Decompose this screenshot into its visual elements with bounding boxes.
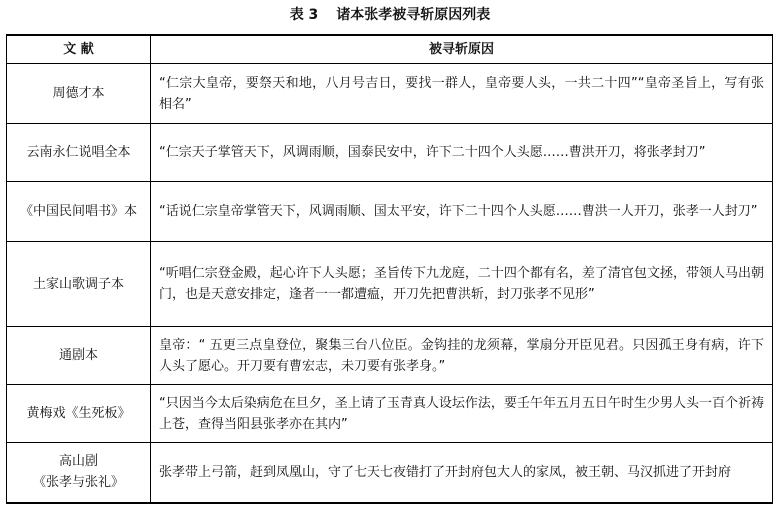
reason-cell: “听唱仁宗登金殿，起心许下人头愿；圣旨传下九龙庭，二十四个都有名，差了清官包文拯，带领人马出朝门，也是天意安排定，逢者一一都遭瘟，开刀先把曹洪斩，封刀张孝不见形” — [151, 242, 773, 327]
table-row — [7, 327, 773, 385]
source-name: 土家山歌调子本 — [32, 276, 124, 292]
table-caption — [0, 6, 780, 24]
table-row — [7, 443, 773, 503]
source-cell — [7, 443, 151, 503]
source-cell — [7, 327, 151, 385]
source-name: 云南永仁说唱全本 — [26, 145, 131, 160]
source-name: 通剧本 — [58, 348, 98, 363]
source-cell — [7, 182, 151, 242]
header-reason: 被寻斩原因 — [151, 35, 773, 64]
table-header-row — [7, 35, 773, 64]
reason-cell: 皇帝：“ 五更三点皇登位，聚集三台八位臣。金钩挂的龙须幕，掌扇分开臣见君。只因孤王身有病，许下人头了愿心。开刀要有曹宏志，未刀要有张孝身。” — [151, 327, 773, 385]
table-row — [7, 124, 773, 182]
source-name: 黄梅戏《生死板》 — [26, 406, 131, 421]
table-row — [7, 64, 773, 124]
reason-cell: “仁宗大皇帝，要祭天和地，八月号吉日，要找一群人，皇帝要人头，一共二十四”“皇帝圣旨上，写有张相名” — [151, 64, 773, 124]
source-name: 周德才本 — [52, 86, 105, 101]
reason-cell: “只因当今太后染病危在旦夕，圣上请了玉青真人设坛作法，要壬午年五月五日午时生少男人头一百个祈祷上苍，查得当阳县张孝亦在其内” — [151, 385, 773, 443]
reason-cell: 张孝带上弓箭，赶到凤凰山，守了七天七夜错打了开封府包大人的家凤，被王朝、马汉抓进了开封府 — [151, 443, 773, 503]
source-name-line2: 《张孝与张礼》 — [32, 475, 124, 491]
table-title: 诸本张孝被寻斩原因列表 — [336, 7, 491, 23]
table-number: 表 3 — [289, 7, 319, 23]
source-cell — [7, 124, 151, 182]
source-cell — [7, 64, 151, 124]
table-row — [7, 385, 773, 443]
reason-cell: “仁宗天子掌管天下，风调雨顺，国泰民安中，许下二十四个人头愿……曹洪开刀，将张孝封刀” — [151, 124, 773, 182]
source-name: 高山剧 — [58, 454, 98, 470]
header-source: 文 献 — [7, 35, 151, 64]
source-cell — [7, 242, 151, 327]
reason-cell: “话说仁宗皇帝掌管天下，风调雨顺、国太平安，许下二十四个人头愿……曹洪一人开刀，张孝一人封刀” — [151, 182, 773, 242]
table-row — [7, 182, 773, 242]
source-name: 《中国民间唱书》本 — [19, 204, 137, 219]
table-row — [7, 242, 773, 327]
source-cell — [7, 385, 151, 443]
reasons-table — [6, 34, 773, 504]
